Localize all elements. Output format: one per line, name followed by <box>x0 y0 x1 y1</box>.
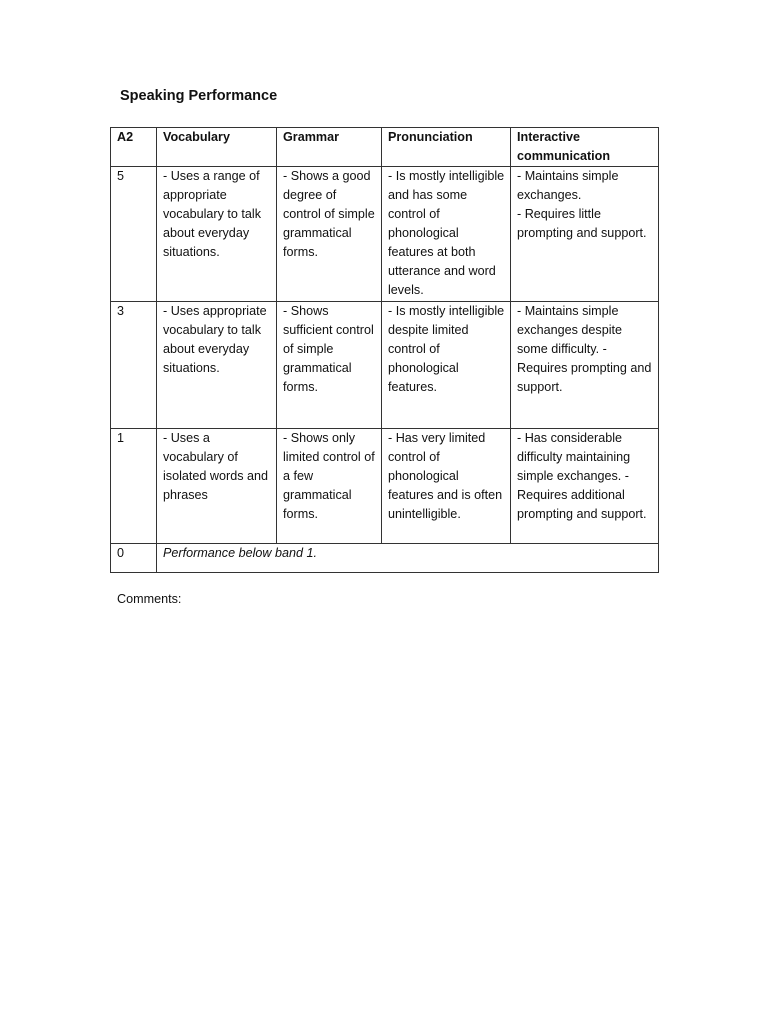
band-cell: 3 <box>111 302 157 429</box>
table-row <box>111 167 659 302</box>
table-header-row <box>111 128 659 167</box>
table-row <box>111 302 659 429</box>
page-title: Speaking Performance <box>120 88 278 104</box>
header-grammar: Grammar <box>277 128 382 167</box>
header-vocabulary: Vocabulary <box>157 128 277 167</box>
band-cell: 1 <box>111 429 157 544</box>
header-level: A2 <box>111 128 157 167</box>
speaking-rubric-table <box>110 127 659 573</box>
band0-description-cell: Performance below band 1. <box>157 544 659 573</box>
pronunciation-cell: - Is mostly intelligible and has some control of phonological features at both utterance and word levels. <box>382 167 511 302</box>
pronunciation-cell: - Is mostly intelligible despite limited control of phonological features. <box>382 302 511 429</box>
grammar-cell: - Shows a good degree of control of simple grammatical forms. <box>277 167 382 302</box>
interactive-cell: - Maintains simple exchanges despite some difficulty. - Requires prompting and support. <box>511 302 659 429</box>
band-cell: 5 <box>111 167 157 302</box>
table-row <box>111 544 659 573</box>
grammar-cell: - Shows sufficient control of simple grammatical forms. <box>277 302 382 429</box>
comments-label: Comments: <box>117 592 182 606</box>
band-cell: 0 <box>111 544 157 573</box>
vocabulary-cell: - Uses a vocabulary of isolated words and phrases <box>157 429 277 544</box>
grammar-cell: - Shows only limited control of a few grammatical forms. <box>277 429 382 544</box>
table-row <box>111 429 659 544</box>
interactive-cell: - Has considerable difficulty maintaining simple exchanges. - Requires additional prompting and support. <box>511 429 659 544</box>
header-pronunciation: Pronunciation <box>382 128 511 167</box>
vocabulary-cell: - Uses a range of appropriate vocabulary to talk about everyday situations. <box>157 167 277 302</box>
header-interactive-communication: Interactive communication <box>511 128 659 167</box>
interactive-cell: - Maintains simple exchanges. - Requires little prompting and support. <box>511 167 659 302</box>
vocabulary-cell: - Uses appropriate vocabulary to talk about everyday situations. <box>157 302 277 429</box>
pronunciation-cell: - Has very limited control of phonological features and is often unintelligible. <box>382 429 511 544</box>
